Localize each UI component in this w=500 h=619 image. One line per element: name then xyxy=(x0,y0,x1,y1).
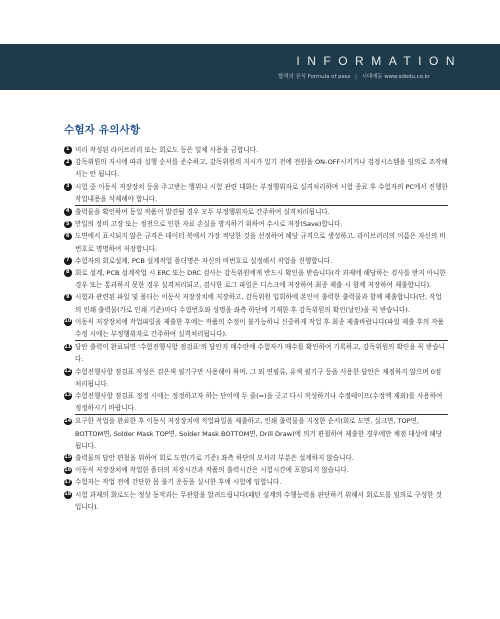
list-item xyxy=(64,464,448,476)
list-item xyxy=(64,341,448,365)
list-item xyxy=(64,255,448,267)
item-number-badge: 8 xyxy=(64,269,72,277)
item-text: 요구한 작업을 완료한 후 이동식 저장장치에 작업파일을 제출하고, 인쇄 출력물을 지정한 순서(회로 도면, 실크면, TOP면, BOTTOM면, Solder Mask TOP면, Solder Mask BOTTOM면, Drill Draw)에 의거 편철하여 제출한 경우에만 채점 대상에 해당됩니다. xyxy=(75,417,443,450)
item-number-badge: 14 xyxy=(64,417,72,424)
item-number-badge: 9 xyxy=(64,294,72,302)
item-text: 시험 중 이동식 저장장치 등을 주고받는 행위나 시험 관련 대화는 부정행위자로 실격처리하며 시험 종료 후 수험자의 PC에서 진행한 작업내용을 삭제해야 합니다. xyxy=(75,181,448,206)
list-item xyxy=(64,452,448,464)
item-text: 시험 과제의 회로도는 정상 동작과는 무관함을 알려드립니다(패턴 설계의 수행능력을 판단하기 위해서 회로도를 임의로 구성한 것입니다). xyxy=(75,490,442,511)
item-number-badge: 11 xyxy=(64,343,72,350)
item-number-badge: 6 xyxy=(64,233,72,241)
item-text: 출력물의 답안 편철을 위하여 회로 도면(가로 기준) 좌측 하단의 모서리 부분은 설계하지 않습니다. xyxy=(75,454,354,463)
subtitle-right: 시대에듀 www.sdedu.co.kr xyxy=(361,74,430,80)
item-text: 수험진행사항 점검표 작성은 검은색 필기구만 사용해야 하며, 그 외 연필류, 유색 필기구 등을 사용한 답안은 채점하지 않으며 0점 처리됩니다. xyxy=(75,367,442,388)
item-text: 미리 작성된 라이브러리 또는 회로도 등은 일체 사용을 금합니다. xyxy=(75,146,259,154)
item-number-badge: 1 xyxy=(64,146,72,154)
item-text: 시험과 관련된 파일 및 폴더는 이동식 저장장치에 저장하고, 감독위원 입회하에 본인이 출력한 출력물과 함께 제출합니다(단, 작업의 인쇄 출력물(가로 인쇄 기준)마다 수험번호와 성명을 좌측 하단에 기재한 후 감독위원의 확인(날인)을 꼭 받습니다). xyxy=(75,293,442,314)
list-item xyxy=(64,476,448,488)
item-number-badge: 16 xyxy=(64,466,72,473)
list-item xyxy=(64,206,448,218)
item-text: 수험자는 작업 전에 간단한 몸 풀기 운동을 실시한 후에 시험에 임합니다. xyxy=(75,478,282,487)
item-number-badge: 4 xyxy=(64,208,72,216)
item-number-badge: 18 xyxy=(64,491,72,498)
item-text: 이동식 저장장치에 작업한 폴더의 저장시간과 작품의 출력시간은 시험시간에 포함되지 않습니다. xyxy=(75,466,349,475)
list-item xyxy=(64,489,448,513)
item-text: 수험진행사항 점검표 정정 시에는 정정하고자 하는 단어에 두 줄(=)을 긋고 다시 작성하거나 수정테이프(수정액 제외)를 사용하여 정정하시기 바랍니다. xyxy=(75,390,448,415)
item-number-badge: 10 xyxy=(64,318,72,325)
item-number-badge: 12 xyxy=(64,368,72,375)
subtitle-separator: | xyxy=(355,74,357,80)
item-number-badge: 2 xyxy=(64,159,72,167)
item-number-badge: 17 xyxy=(64,478,72,485)
item-text: 답안 출력이 완료되면 '수험진행사항 점검표'의 답안지 매수란에 수험자가 매수를 확인하여 기록하고, 감독위원의 확인을 꼭 받습니다. xyxy=(75,343,446,364)
banner-title: INFORMATION xyxy=(296,54,462,68)
item-text: 도면에서 표시되지 않은 규격은 데이터 북에서 가장 적당한 것을 선정하여 해당 규격으로 생성하고, 라이브러리의 이름은 자신의 비번호로 명명하여 저장합니다. xyxy=(75,232,446,253)
list-item xyxy=(64,267,448,291)
list-item xyxy=(64,181,448,206)
item-number-badge: 15 xyxy=(64,454,72,461)
header-banner xyxy=(0,44,500,90)
list-item xyxy=(64,316,448,341)
list-item xyxy=(64,366,448,390)
item-number-badge: 3 xyxy=(64,183,72,191)
list-item xyxy=(64,230,448,254)
subtitle-mid: Formula of pass xyxy=(307,74,351,80)
item-text: 이동식 저장장치에 작업파일을 제출한 후에는 작품의 수정이 불가능하니 신중하게 작업 후 최종 제출바랍니다(파일 제출 후의 작품 수정 시에는 부정행위자로 간주하여 실격처리됩니다). xyxy=(75,316,448,341)
list-item xyxy=(64,144,448,156)
list-item xyxy=(64,156,448,180)
item-number-badge: 13 xyxy=(64,392,72,399)
list-item xyxy=(64,390,448,415)
section-title: 수험자 유의사항 xyxy=(64,124,141,136)
item-text: 수험자의 회로설계, PCB 설계작업 폴더명은 자신의 비번호로 설정해서 작업을 진행합니다. xyxy=(75,256,333,265)
list-item xyxy=(64,291,448,315)
banner-subtitle xyxy=(278,72,430,80)
item-text: 감독위원의 지시에 따라 실행 순서를 준수하고, 감독위원의 지시가 있기 전에 전원을 ON-OFF시키거나 검정시스템을 임의로 조작해서는 안 됩니다. xyxy=(75,158,448,179)
item-text: 만일의 장비 고장 또는 정전으로 인한 자료 손실을 방지하기 위하여 수시로 저장(Save)합니다. xyxy=(75,220,343,229)
item-number-badge: 7 xyxy=(64,257,72,265)
notice-list xyxy=(64,144,448,513)
item-number-badge: 5 xyxy=(64,221,72,229)
item-text: 출력물을 확인하여 동일 작품이 발견될 경우 모두 부정행위자로 간주하여 실격처리됩니다. xyxy=(75,208,330,217)
item-text: 회로 설계, PCB 설계작업 시 ERC 또는 DRC 검사는 감독위원에게 반드시 확인을 받습니다(각 과제에 해당하는 검사를 받지 아니한 경우 또는 통과하지 못한 경우 실격처리되고, 검사한 로그 파일은 디스크에 저장하여 최종 제출 시 함께 저장하여 제출합니다). xyxy=(75,269,446,290)
subtitle-left: 합격의 공식 xyxy=(278,74,306,80)
list-item xyxy=(64,415,448,452)
list-item xyxy=(64,218,448,230)
